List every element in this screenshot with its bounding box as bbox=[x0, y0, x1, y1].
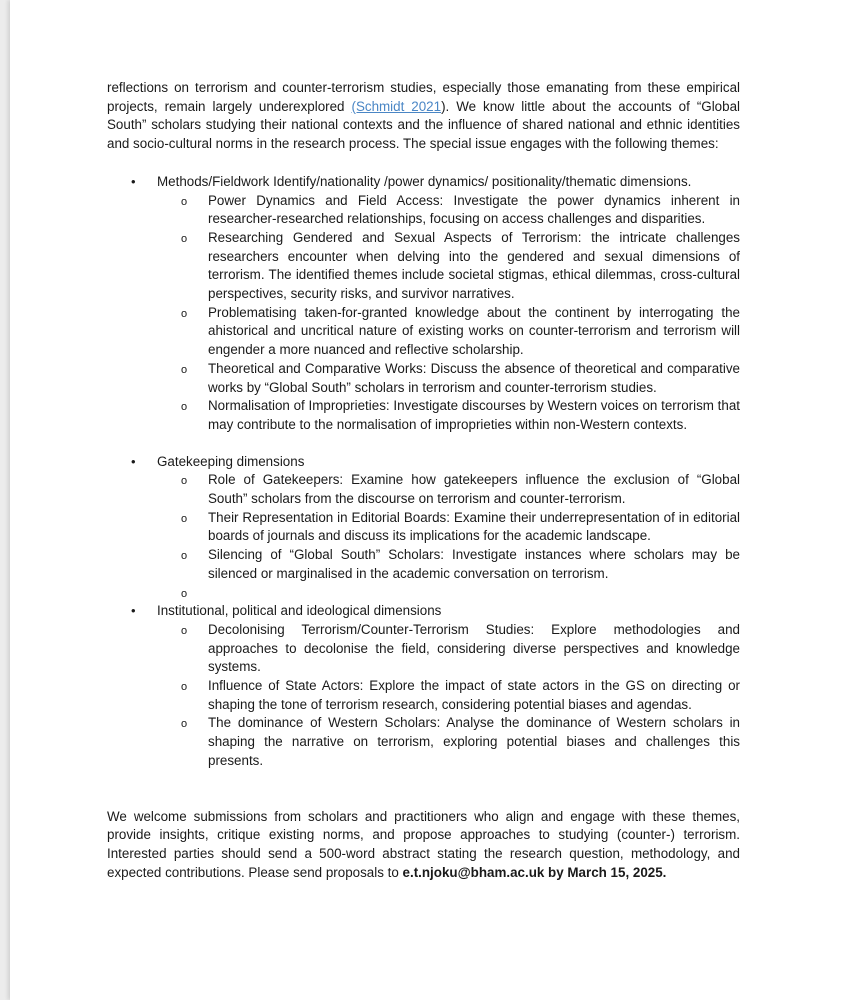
circle-bullet-icon: o bbox=[181, 681, 188, 694]
sub-theme-text: Decolonising Terrorism/Counter-Terrorism Studies: Explore methodologies and approaches to decolonise the field, considering diverse perspectives and knowledge systems. bbox=[208, 621, 740, 675]
document-content bbox=[107, 79, 740, 882]
sub-theme-item bbox=[157, 397, 740, 434]
theme-title: Methods/Fieldwork Identify/nationality /power dynamics/ positionality/thematic dimensions. bbox=[157, 173, 692, 189]
circle-bullet-icon: o bbox=[181, 550, 188, 563]
sub-theme-item bbox=[157, 304, 740, 360]
circle-bullet-icon: o bbox=[181, 195, 188, 208]
theme-item-gatekeeping bbox=[107, 453, 740, 603]
sub-theme-text: Theoretical and Comparative Works: Discuss the absence of theoretical and comparative works by “Global South” scholars in terrorism and counter-terrorism studies. bbox=[208, 360, 740, 395]
submission-deadline: by March 15, 2025. bbox=[544, 864, 667, 880]
bullet-icon: • bbox=[131, 453, 136, 469]
circle-bullet-icon: o bbox=[181, 232, 188, 245]
document-page bbox=[10, 0, 847, 1000]
circle-bullet-icon: o bbox=[181, 587, 188, 600]
schmidt-citation-link[interactable]: (Schmidt 2021 bbox=[351, 98, 442, 114]
sub-theme-text: Silencing of “Global South” Scholars: Investigate instances where scholars may be silenced or marginalised in the academic conversation on terrorism. bbox=[208, 547, 740, 581]
circle-bullet-icon: o bbox=[181, 718, 188, 731]
sub-theme-item bbox=[157, 677, 740, 714]
sub-theme-text: Power Dynamics and Field Access: Investigate the power dynamics inherent in researcher-researched relationships, focusing on access challenges and disparities. bbox=[208, 192, 740, 227]
theme-title: Institutional, political and ideological dimensions bbox=[157, 603, 442, 619]
themes-list bbox=[107, 173, 740, 771]
sub-theme-item bbox=[157, 546, 740, 583]
sub-theme-list bbox=[157, 471, 740, 602]
circle-bullet-icon: o bbox=[181, 401, 188, 414]
sub-theme-text: Their Representation in Editorial Boards: Examine their underrepresentation of in editorial boards of journals and discuss its implications for the academic landscape. bbox=[208, 509, 740, 544]
sub-theme-list bbox=[157, 192, 740, 435]
sub-theme-text: Role of Gatekeepers: Examine how gatekeepers influence the exclusion of “Global South” scholars from the discourse on terrorism and counter-terrorism. bbox=[208, 472, 740, 507]
intro-text-before: reflections on terrorism and counter-terrorism studies, especially those emanating from these empirical projects, remain largely underexplored bbox=[107, 80, 740, 114]
intro-paragraph bbox=[107, 79, 740, 154]
sub-theme-item bbox=[157, 714, 740, 770]
sub-theme-item bbox=[157, 471, 740, 508]
sub-theme-text: The dominance of Western Scholars: Analyse the dominance of Western scholars in shaping the narrative on terrorism, exploring potential biases and challenges this presents. bbox=[208, 715, 740, 768]
theme-item-methods bbox=[107, 173, 740, 435]
sub-theme-list bbox=[157, 621, 740, 771]
sub-theme-item bbox=[157, 192, 740, 229]
sub-theme-item bbox=[157, 621, 740, 677]
closing-text: We welcome submissions from scholars and practitioners who align and engage with these themes, provide insights, critique existing norms, and propose approaches to studying (counter-) terrorism. Interested parties should send a 500-word abstract stating the research question, methodology, and expected contributions. Please send proposals to bbox=[107, 808, 740, 880]
circle-bullet-icon: o bbox=[181, 363, 188, 376]
sub-theme-text: Problematising taken-for-granted knowledge about the continent by interrogating the ahistorical and uncritical nature of existing works on counter-terrorism and terrorism will engender a more nuanced and reflective scholarship. bbox=[208, 304, 740, 358]
circle-bullet-icon: o bbox=[181, 475, 188, 488]
circle-bullet-icon: o bbox=[181, 512, 188, 525]
empty-sub-theme-item bbox=[157, 584, 740, 603]
circle-bullet-icon: o bbox=[181, 624, 188, 637]
sub-theme-text: Researching Gendered and Sexual Aspects of Terrorism: the intricate challenges researchers encounter when delving into the gendered and sexual dimensions of terrorism. The identified themes include societal stigmas, ethical dilemmas, cross-cultural perspectives, security risks, and survivor narratives. bbox=[208, 229, 740, 302]
sub-theme-item bbox=[157, 360, 740, 397]
sub-theme-item bbox=[157, 229, 740, 304]
intro-text-after: ). We know little about the accounts of “Global South” scholars studying their national contexts and the influence of shared national and ethnic identities and socio-cultural norms in the research process. The special issue engages with the following themes: bbox=[107, 98, 740, 152]
sub-theme-text: Influence of State Actors: Explore the impact of state actors in the GS on directing or shaping the tone of terrorism research, considering potential biases and agendas. bbox=[208, 678, 740, 712]
sub-theme-item bbox=[157, 509, 740, 546]
contact-email[interactable]: e.t.njoku@bham.ac.uk bbox=[402, 864, 545, 880]
theme-title: Gatekeeping dimensions bbox=[157, 453, 305, 469]
bullet-icon: • bbox=[131, 603, 136, 619]
bullet-icon: • bbox=[131, 173, 136, 189]
sub-theme-text: Normalisation of Improprieties: Investigate discourses by Western voices on terrorism that may contribute to the normalisation of improprieties within non-Western contexts. bbox=[208, 398, 740, 432]
theme-item-institutional bbox=[107, 602, 740, 770]
closing-paragraph bbox=[107, 808, 740, 883]
circle-bullet-icon: o bbox=[181, 307, 188, 320]
